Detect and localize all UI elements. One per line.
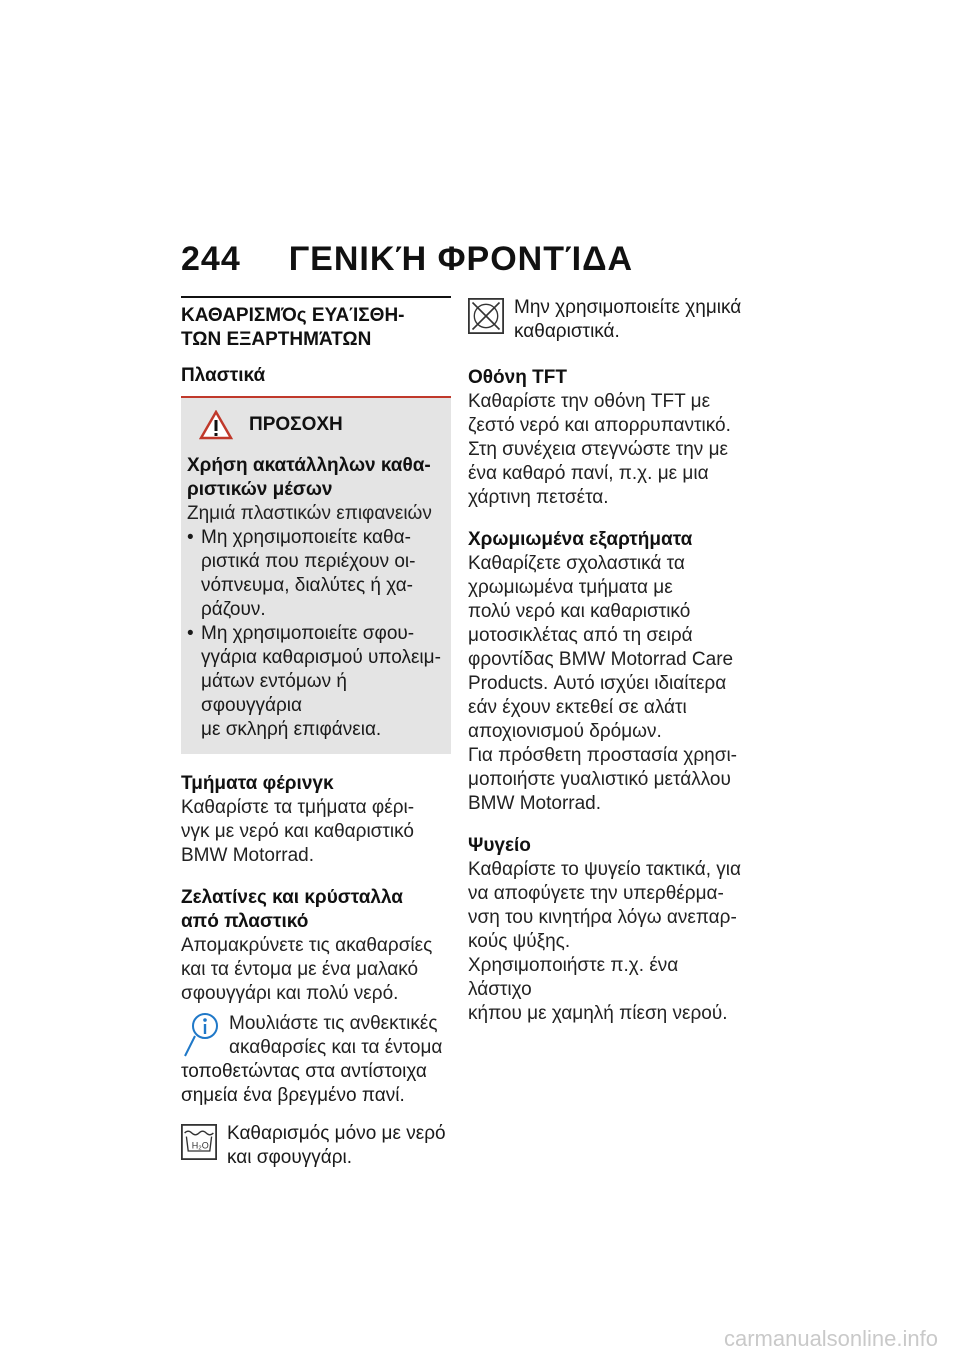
windshield-heading: Ζελατίνες και κρύσταλλα από πλαστικό <box>181 887 403 932</box>
tft-heading: Οθόνη TFT <box>468 367 567 388</box>
chrome-text: Καθαρίζετε σχολαστικά τα χρωμιωμένα τμήματα με πολύ νερό και καθαριστικό μοτοσικλέτας από τη σειρά φροντίδας BMW Motorrad Care Products. Αυτό ισχύει ιδιαίτερα εάν έχουν εκτεθεί σε αλάτι αποχιονισμού δρόμων. Για πρόσθετη προστασία χρησι- μοποιήστε γυαλιστικό μετάλλου BMW Motorrad. <box>468 553 737 814</box>
page-header <box>181 240 633 279</box>
no-chemicals-icon <box>468 296 504 336</box>
warning-list <box>187 526 447 742</box>
list-item: • Μη χρησιμοποιείτε σφου- γγάρια καθαρισμού υπολειμ- μάτων εντόμων ή σφουγγάρια με σκληρή επιφάνεια. <box>187 622 447 742</box>
fairing-text: Καθαρίστε τα τμήματα φέρι- νγκ με νερό και καθαριστικό BMW Motorrad. <box>181 797 415 866</box>
windshield-text: Απομακρύνετε τις ακαθαρσίες και τα έντομα με ένα μαλακό σφουγγάρι και πολύ νερό. <box>181 935 433 1004</box>
tft-text: Καθαρίστε την οθόνη TFT με ζεστό νερό και απορρυπαντικό. Στη συνέχεια στεγνώστε την με ένα καθαρό πανί, π.χ. με μια χάρτινη πετσέτα. <box>468 391 731 508</box>
water-wash-icon <box>181 1122 217 1162</box>
warning-text: Ζημιά πλαστικών επιφανειών <box>187 503 432 524</box>
tip-note: Μουλιάστε τις ανθεκτικές ακαθαρσίες και τα έντομα τοποθετώντας στα αντίστοιχα σημεία ένα βρεγμένο πανί. <box>181 1013 443 1106</box>
watermark: carmanualsonline.info <box>723 1326 938 1351</box>
warning-heading: Χρήση ακατάλληλων καθα- ριστικών μέσων <box>187 455 431 500</box>
page-number: 244 <box>181 240 241 278</box>
warning-header <box>187 410 447 440</box>
no-chemicals-note: Μην χρησιμοποιείτε χημικά καθαριστικά. <box>468 296 743 344</box>
radiator-text: Καθαρίστε το ψυγείο τακτικά, για να αποφύγετε την υπερθέρμα- νση του κινητήρα λόγω ανεπαρ- κούς ψύξης. Χρησιμοποιήστε π.χ. ένα λάστιχο κήπου με χαμηλή πίεση νερού. <box>468 859 742 1024</box>
warning-icon <box>199 410 233 440</box>
warning-label: ΠΡΟΣΟΧΗ <box>249 414 343 435</box>
subsection-plastics: Πλαστικά <box>181 364 451 398</box>
svg-text:H₂O: H₂O <box>191 1140 209 1151</box>
radiator-heading: Ψυγείο <box>468 835 531 856</box>
left-column <box>181 296 451 1170</box>
chapter-title: ΓΕΝΙΚΉ ΦΡΟΝΤΊΔΑ <box>288 240 634 278</box>
list-item: • Μη χρησιμοποιείτε καθα- ριστικά που περιέχουν οι- νόπνευμα, διαλύτες ή χα- ράζουν. <box>187 526 447 622</box>
info-icon <box>181 1012 221 1060</box>
warning-box <box>181 398 451 754</box>
section-title: ΚΑΘΑΡΙΣΜΌς ΕΥΑΊΣΘΗ- ΤΩΝ ΕΞΑΡΤΗΜΆΤΩΝ <box>181 296 451 352</box>
water-note: H₂O Καθαρισμός μόνο με νερό και σφουγγάρι. <box>181 1122 451 1170</box>
right-column <box>468 296 743 1026</box>
chrome-heading: Χρωμιωμένα εξαρτήματα <box>468 529 693 550</box>
fairing-heading: Τμήματα φέρινγκ <box>181 773 334 794</box>
